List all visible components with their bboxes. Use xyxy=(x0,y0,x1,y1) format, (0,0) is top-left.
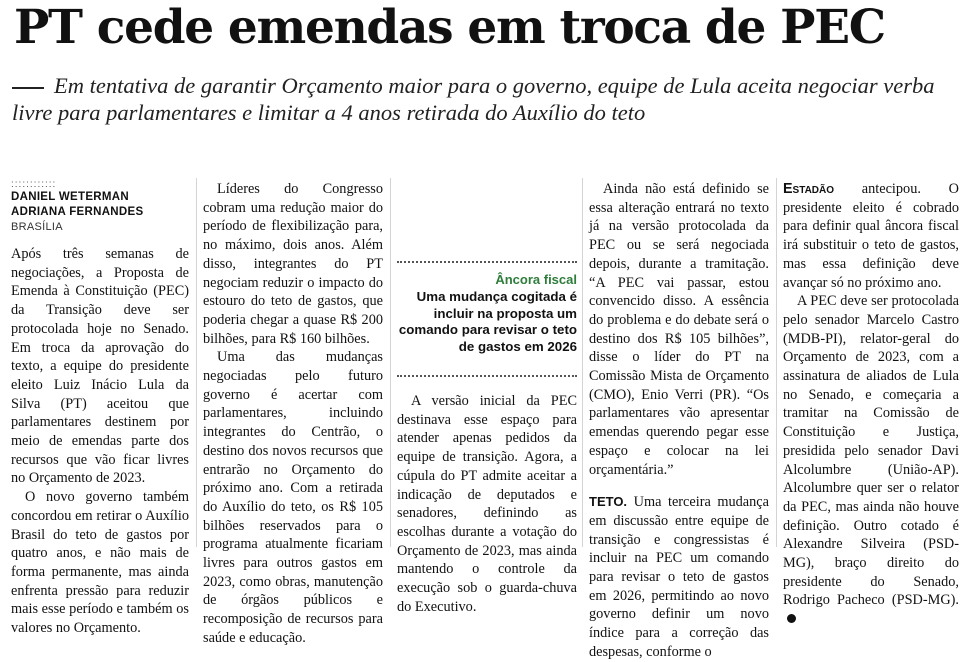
paragraph-text: A PEC deve ser protocolada pelo senador Marcelo Castro (MDB-PI), relator-geral do Orçamento de 2023, com a assinatura de aliados de Lula no Senado, e começaria a tramitar na Comissão de Constituição e Justiça, presidida pelo senador Davi Alcolumbre (União-AP). Alcolumbre quer ser o relator da PEC, mas ainda não houve definição. Outro cotado é Alexandre Silveira (PSD-MG), braço direito do presidente do Senado, Rodrigo Pacheco (PSD-MG). xyxy=(783,293,959,609)
deck xyxy=(12,72,952,126)
paragraph: A versão inicial da PEC destinava esse espaço para atender apenas pedidos da equipe de transição. Agora, a cúpula do PT admite aceitar a indicação de deputados e senadores, definindo as escolhas durante a votação do Orçamento de 2023, mas ainda mantendo o controle da execução sob o guarda-chuva do Executivo. xyxy=(397,393,577,615)
byline-dots: :::::::::::: xyxy=(11,179,57,190)
paragraph: Após três semanas de negociações, a Proposta de Emenda à Constituição (PEC) da Transição deve ser protocolada hoje no Senado. Em troca da aprovação do texto, a equipe do presidente eleito Luiz Inácio Lula da Silva (PT) aceitou que parlamentares destinem por meio de emendas parte dos recursos que vão ficar livres no Orçamento de 2023. xyxy=(11,246,189,487)
paragraph-text: Uma terceira mudança em discussão entre equipe de transição e congressistas é incluir na PEC um comando para revisar o teto de gastos em 2026, permitindo ao novo governo definir um novo índice para a correção das despesas, conforme o xyxy=(589,494,769,660)
paragraph: Uma das mudanças negociadas pelo futuro governo é acertar com parlamentares, incluindo integrantes do Centrão, o destino dos novos recursos que entrarão no Orçamento do próximo ano. Com a retirada do Auxílio do teto, os R$ 105 bilhões reservados para o programa atualmente ficariam livres para outros gastos em 2023, como obras, manutenção de órgãos públicos e recomposição de recursos para saúde e educação. xyxy=(203,349,383,646)
paragraph-text: antecipou. O presidente eleito é cobrado para definir qual âncora fiscal irá substituir o teto de gastos, mas essa definição deve avançar só no próximo ano. xyxy=(783,181,959,291)
column-rule xyxy=(390,178,391,547)
pull-quote xyxy=(397,261,577,377)
end-mark-icon xyxy=(787,614,796,623)
byline xyxy=(11,180,189,235)
deck-text: Em tentativa de garantir Orçamento maior para o governo, equipe de Lula aceita negociar verba livre para parlamentares e limitar a 4 anos retirada do Auxílio do teto xyxy=(12,73,935,125)
headline: PT cede emendas em troca de PEC xyxy=(14,0,885,55)
paragraph xyxy=(589,493,769,661)
paragraph xyxy=(783,292,959,629)
column-rule xyxy=(196,178,197,547)
author-name: DANIEL WETERMAN xyxy=(11,191,130,203)
column-3 xyxy=(397,392,577,615)
column-4 xyxy=(589,180,769,660)
column-rule xyxy=(582,178,583,547)
column-2 xyxy=(203,180,383,646)
paragraph: O novo governo também concordou em retirar o Auxílio Brasil do teto de gastos por quatro anos, e não mais de forma permanente, mas ainda enfrenta pressão para reduzir mais esse período e também os valores no Orçamento. xyxy=(11,489,189,637)
dateline: BRASÍLIA xyxy=(11,221,63,233)
pull-quote-text: Uma mudança cogitada é incluir na proposta um comando para revisar o teto de gastos em 2026 xyxy=(398,289,577,354)
deck-dash xyxy=(12,87,44,89)
newspaper-name: Estadão xyxy=(783,181,835,197)
section-lead: TETO. xyxy=(589,494,628,510)
column-1 xyxy=(11,179,189,637)
paragraph: Ainda não está definido se essa alteração entrará no texto já na versão protocolada da PEC ou se será negociada depois, durante a tramitação. “A PEC vai passar, estou convencido disso. A essência do problema e do debate será o destino dos R$ 105 bilhões”, disse o líder do PT na Comissão Mista de Orçamento (CMO), Enio Verri (PR). “Os parlamentares vão apresentar emendas querendo pegar esse espaço e colocar na lei orçamentária.” xyxy=(589,181,769,478)
column-rule xyxy=(776,178,777,547)
author-name: ADRIANA FERNANDES xyxy=(11,206,144,218)
column-5 xyxy=(783,180,959,609)
paragraph xyxy=(783,180,959,292)
pull-quote-label: Âncora fiscal xyxy=(495,272,577,287)
paragraph: Líderes do Congresso cobram uma redução maior do período de flexibilização para, no máximo, dois anos. Além disso, integrantes do PT negociam reduzir o impacto do estouro do teto de gastos, que poderia chegar a quase R$ 200 bilhões, para R$ 160 bilhões. xyxy=(203,181,383,347)
pull-quote-rule xyxy=(397,375,577,377)
